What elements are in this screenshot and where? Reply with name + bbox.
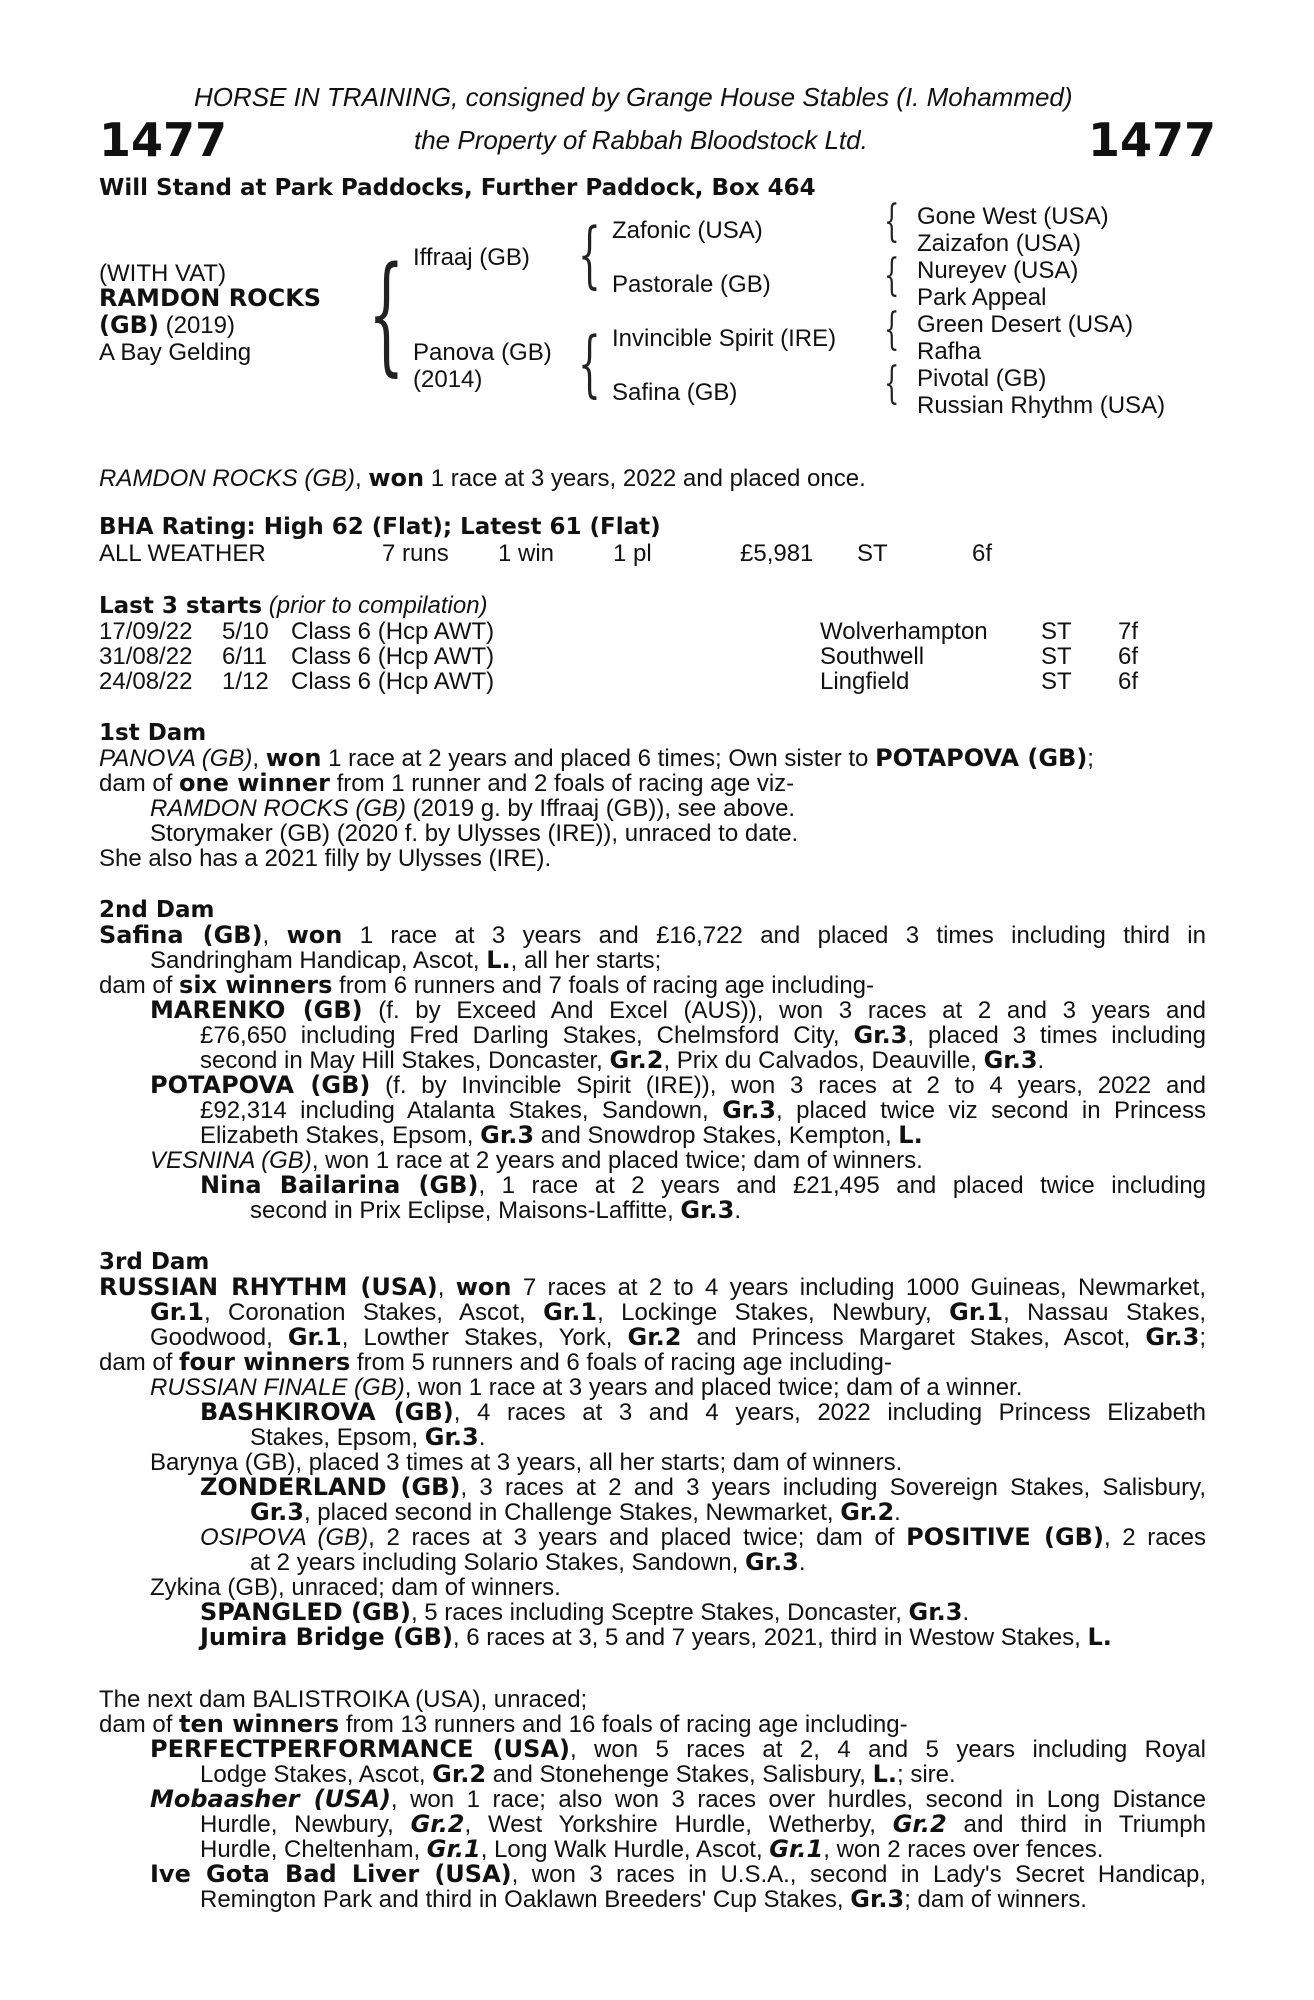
start-date: 31/08/22 (99, 643, 193, 670)
grade: Gr.2 (410, 1810, 465, 1838)
produce-name: POSITIVE (GB) (906, 1523, 1104, 1551)
grade: Gr.2 (432, 1760, 487, 1788)
produce-name: MARENKO (GB) (150, 996, 363, 1024)
won-label: won (265, 744, 322, 772)
text: , all her starts; (510, 947, 662, 974)
second-dam-line (200, 1173, 1206, 1199)
third-dam-line (200, 1525, 1206, 1551)
second-dam-line (200, 1098, 1206, 1124)
text: 7 races at 2 to 4 years including 1000 Guineas, Newmarket, (511, 1274, 1206, 1301)
grade: Gr.2 (840, 1498, 895, 1526)
text: ; dam of winners. (904, 1886, 1087, 1913)
text: at 2 years including Solario Stakes, Sandown, (250, 1549, 745, 1576)
text: . (798, 1549, 806, 1576)
next-dam-line (200, 1762, 956, 1788)
gs-brace-4: { (884, 358, 900, 409)
vat-note: (WITH VAT) (99, 260, 227, 287)
produce-name: Jumira Bridge (GB) (200, 1623, 453, 1651)
text: and third in Triumph (946, 1811, 1206, 1838)
start-course: Wolverhampton (820, 618, 988, 645)
sire-dam-brace: { (368, 240, 405, 389)
grade: Gr.1 (949, 1298, 1004, 1326)
last-starts-note: (prior to compilation) (268, 592, 488, 619)
text: , Prix du Calvados, Deauville, (663, 1047, 984, 1074)
grade: Gr.3 (1145, 1323, 1200, 1351)
third-dam-line (150, 1375, 1022, 1401)
pedigree-sire: Iffraaj (GB) (413, 244, 530, 271)
text: from 1 runner and 2 foals of racing age viz- (329, 770, 795, 797)
text: £76,650 including Fred Darling Stakes, Chelmsford City, (200, 1022, 854, 1049)
produce-name: ZONDERLAND (GB) (200, 1473, 461, 1501)
winners-count: ten winners (179, 1710, 340, 1738)
text: ; sire. (897, 1761, 956, 1788)
text: dam of (99, 972, 180, 999)
horse-description: A Bay Gelding (99, 339, 252, 366)
produce-name: POTAPOVA (GB) (150, 1071, 371, 1099)
third-dam-line (200, 1600, 969, 1626)
text: , placed second in Challenge Stakes, Newmarket, (303, 1499, 841, 1526)
third-dam-line (99, 1275, 1206, 1301)
next-dam-line (200, 1812, 1206, 1838)
text: , 1 race at 2 years and £21,495 and placed twice including (478, 1172, 1207, 1199)
lot-number-left: 1477 (99, 113, 228, 167)
pedigree-dam-sire: Invincible Spirit (IRE) (612, 325, 837, 352)
second-dam-line (200, 1048, 1044, 1074)
text: £92,314 including Atalanta Stakes, Sandown, (200, 1097, 723, 1124)
rating-surface: ALL WEATHER (99, 540, 266, 567)
grade: L. (486, 946, 511, 974)
start-position: 1/12 (222, 668, 269, 695)
text: and Princess Margaret Stakes, Ascot, (681, 1324, 1146, 1351)
pedigree-gen3-2: Zaizafon (USA) (917, 230, 1082, 257)
start-distance: 7f (1118, 618, 1139, 645)
start-position: 5/10 (222, 618, 269, 645)
first-dam-line: She also has a 2021 filly by Ulysses (IRE). (99, 845, 552, 872)
horse-name: RAMDON ROCKS (99, 284, 322, 312)
won-label: won (455, 1273, 512, 1301)
second-dam-line (99, 973, 874, 999)
pedigree-gen3-4: Park Appeal (917, 284, 1047, 311)
text: , placed 3 times including (907, 1022, 1207, 1049)
pedigree-sire-dam: Pastorale (GB) (612, 271, 771, 298)
third-dam-line (250, 1500, 901, 1526)
text: and Stonehenge Stakes, Salisbury, (486, 1761, 873, 1788)
rating-placed: 1 pl (613, 540, 652, 567)
text: dam of (99, 1349, 180, 1376)
horse-origin (99, 313, 235, 339)
pedigree-gen3-1: Gone West (USA) (917, 203, 1109, 230)
pedigree-gen3-5: Green Desert (USA) (917, 311, 1134, 338)
rating-wins: 1 win (498, 540, 555, 567)
text: Hurdle, Cheltenham, (200, 1836, 427, 1863)
gs-brace-3: { (884, 304, 900, 355)
start-going: ST (1041, 643, 1072, 670)
text: Lodge Stakes, Ascot, (200, 1761, 433, 1788)
grade: Gr.3 (680, 1196, 735, 1224)
grade: Gr.3 (480, 1121, 535, 1149)
pedigree-gen3-8: Russian Rhythm (USA) (917, 392, 1166, 419)
third-dam-line (99, 1350, 892, 1376)
third-dam-line (200, 1625, 1112, 1651)
next-dam-line (150, 1787, 1206, 1813)
start-going: ST (1041, 668, 1072, 695)
produce-name: Mobaasher (USA) (150, 1785, 391, 1813)
next-dam-line: The next dam BALISTROIKA (USA), unraced; (99, 1686, 588, 1713)
grade: Gr.1 (769, 1835, 824, 1863)
text: , (252, 745, 266, 772)
second-dam-line (99, 923, 1206, 949)
grade: Gr.3 (424, 1423, 479, 1451)
next-dam-line (150, 1862, 1206, 1888)
second-dam-line (150, 1148, 923, 1174)
text: (f. by Invincible Spirit (IRE)), won 3 races at 2 to 4 years, 2022 and (370, 1072, 1206, 1099)
third-dam-line (150, 1300, 1206, 1326)
pedigree-gen3-7: Pivotal (GB) (917, 365, 1047, 392)
text: Elizabeth Stakes, Epsom, (200, 1122, 481, 1149)
dam-name: RUSSIAN RHYTHM (USA) (99, 1273, 438, 1301)
text: , won 2 races over fences. (823, 1836, 1104, 1863)
start-race: Class 6 (Hcp AWT) (291, 668, 495, 695)
produce-name: RUSSIAN FINALE (GB) (150, 1374, 405, 1401)
sire-brace: { (578, 212, 601, 296)
start-position: 6/11 (222, 643, 267, 670)
start-date: 24/08/22 (99, 668, 193, 695)
summary-won: won (368, 464, 425, 492)
second-dam-title: 2nd Dam (99, 897, 215, 923)
horse-name-block (99, 286, 321, 312)
third-dam-line: Zykina (GB), unraced; dam of winners. (150, 1574, 561, 1601)
produce-name: RAMDON ROCKS (GB) (150, 795, 407, 822)
produce-name: SPANGLED (GB) (200, 1598, 411, 1626)
summary-text: 1 race at 3 years, 2022 and placed once. (424, 465, 866, 492)
text: , 4 races at 3 and 4 years, 2022 including Princess Elizabeth (453, 1399, 1207, 1426)
grade: L. (872, 1760, 897, 1788)
grade: Gr.3 (853, 1021, 908, 1049)
pedigree-dam-dam: Safina (GB) (612, 379, 738, 406)
text: . (478, 1424, 486, 1451)
first-dam-line: Storymaker (GB) (2020 f. by Ulysses (IRE)), unraced to date. (150, 820, 799, 847)
dam-brace: { (578, 321, 601, 405)
grade: Gr.3 (983, 1046, 1038, 1074)
produce-name: Nina Bailarina (GB) (200, 1171, 479, 1199)
grade: Gr.3 (908, 1598, 963, 1626)
start-course: Lingfield (820, 668, 910, 695)
text: from 5 runners and 6 foals of racing age including- (350, 1349, 892, 1376)
produce-name: Ive Gota Bad Liver (USA) (150, 1860, 512, 1888)
text: from 6 runners and 7 foals of racing age including- (332, 972, 875, 999)
pedigree-gen3-3: Nureyev (USA) (917, 257, 1079, 284)
text: . (894, 1499, 901, 1526)
text: and Snowdrop Stakes, Kempton, (534, 1122, 899, 1149)
text: , 3 races at 2 and 3 years including Sovereign Stakes, Salisbury, (460, 1474, 1206, 1501)
grade: Gr.3 (744, 1548, 799, 1576)
last-starts-heading (99, 593, 488, 620)
gs-brace-1: { (884, 196, 900, 247)
text: . (962, 1599, 970, 1626)
text: , Lowther Stakes, York, (341, 1324, 628, 1351)
produce-name: PERFECTPERFORMANCE (USA) (150, 1735, 570, 1763)
next-dam-line (200, 1837, 1103, 1863)
second-dam-line (150, 1073, 1206, 1099)
text: (f. by Exceed And Excel (AUS)), won 3 races at 2 and 3 years and (362, 997, 1207, 1024)
next-dam-line (99, 1712, 908, 1738)
grade: Gr.2 (892, 1810, 947, 1838)
text: , won 1 race at 3 years and placed twice; dam of a winner. (404, 1374, 1023, 1401)
grade: Gr.2 (609, 1046, 664, 1074)
property-line: the Property of Rabbah Bloodstock Ltd. (414, 125, 868, 155)
text: Sandringham Handicap, Ascot, (150, 947, 487, 974)
third-dam-line (200, 1475, 1206, 1501)
third-dam-line: Barynya (GB), placed 3 times at 3 years, all her starts; dam of winners. (150, 1449, 903, 1476)
gs-brace-2: { (884, 250, 900, 301)
consignor-line: HORSE IN TRAINING, consigned by Grange House Stables (I. Mohammed) (194, 82, 1073, 112)
rating-title: BHA Rating: High 62 (Flat); Latest 61 (Flat) (99, 514, 661, 540)
text: , won 1 race at 2 years and placed twice; dam of winners. (311, 1147, 923, 1174)
produce-name: BASHKIROVA (GB) (200, 1398, 454, 1426)
grade: Gr.3 (722, 1096, 777, 1124)
first-dam-line (99, 771, 794, 797)
grade: Gr.1 (150, 1298, 204, 1326)
third-dam-line (250, 1550, 806, 1576)
summary-horse: RAMDON ROCKS (GB) (99, 465, 356, 492)
start-distance: 6f (1118, 668, 1139, 695)
dam-name: Safina (GB) (99, 921, 263, 949)
pedigree-dam: Panova (GB) (413, 339, 552, 366)
grade: Gr.1 (426, 1835, 481, 1863)
text: , Nassau Stakes, (1003, 1299, 1206, 1326)
grade: L. (898, 1121, 923, 1149)
last-starts-title: Last 3 starts (99, 593, 263, 619)
dam-name: PANOVA (GB) (99, 745, 253, 772)
text: 1 race at 3 years and £16,722 and placed 3 times including third in (342, 922, 1206, 949)
won-label: won (286, 921, 343, 949)
rating-going: ST (857, 540, 888, 567)
race-summary: RAMDON ROCKS (GB), won 1 race at 3 years, 2022 and placed once. (99, 464, 866, 492)
text: ; (1199, 1324, 1206, 1351)
grade: Gr.3 (250, 1498, 304, 1526)
stand-location: Will Stand at Park Paddocks, Further Paddock, Box 464 (99, 175, 816, 201)
text: , 6 races at 3, 5 and 7 years, 2021, third in Westow Stakes, (452, 1624, 1088, 1651)
winners-count: four winners (179, 1348, 351, 1376)
text: , won 3 races in U.S.A., second in Lady's Secret Handicap, (511, 1861, 1206, 1888)
text: , Lockinge Stakes, Newbury, (597, 1299, 950, 1326)
lot-number-right: 1477 (1088, 113, 1217, 167)
text: , 2 races at 3 years and placed twice; dam of (368, 1524, 907, 1551)
start-going: ST (1041, 618, 1072, 645)
text: dam of (99, 770, 180, 797)
text: dam of (99, 1711, 180, 1738)
text: Remington Park and third in Oaklawn Breeders' Cup Stakes, (200, 1886, 851, 1913)
text: (2019 g. by Iffraaj (GB)), see above. (406, 795, 796, 822)
text: , (437, 1274, 456, 1301)
grade: Gr.2 (627, 1323, 682, 1351)
text: , 5 races including Sceptre Stakes, Doncaster, (410, 1599, 909, 1626)
third-dam-title: 3rd Dam (99, 1249, 210, 1275)
text: , Long Walk Hurdle, Ascot, (480, 1836, 770, 1863)
horse-year: (2019) (165, 312, 235, 339)
text: , (262, 922, 287, 949)
second-dam-line (200, 1023, 1206, 1049)
start-race: Class 6 (Hcp AWT) (291, 643, 495, 670)
text: from 13 runners and 16 foals of racing age including- (339, 1711, 908, 1738)
text: 1 race at 2 years and placed 6 times; Own sister to (321, 745, 876, 772)
first-dam-title: 1st Dam (99, 720, 207, 746)
text: Hurdle, Newbury, (200, 1811, 411, 1838)
text: , won 1 race; also won 3 races over hurdles, second in Long Distance (390, 1786, 1206, 1813)
start-distance: 6f (1118, 643, 1139, 670)
text: Goodwood, (150, 1324, 288, 1351)
horse-country: (GB) (99, 311, 159, 339)
pedigree-dam-year: (2014) (413, 366, 483, 393)
start-date: 17/09/22 (99, 618, 193, 645)
next-dam-line (150, 1737, 1206, 1763)
third-dam-line (150, 1325, 1206, 1351)
third-dam-line (250, 1425, 485, 1451)
first-dam-line (150, 796, 795, 822)
text: ; (1087, 745, 1094, 772)
produce-name: VESNINA (GB) (150, 1147, 312, 1174)
grade: Gr.1 (543, 1298, 598, 1326)
text: , placed twice viz second in Princess (776, 1097, 1206, 1124)
pedigree-sire-sire: Zafonic (USA) (612, 217, 763, 244)
text: . (1037, 1047, 1045, 1074)
rating-runs: 7 runs (382, 540, 449, 567)
third-dam-line (200, 1400, 1206, 1426)
start-race: Class 6 (Hcp AWT) (291, 618, 495, 645)
second-dam-line (150, 948, 661, 974)
text: , won 5 races at 2, 4 and 5 years including Royal (569, 1736, 1206, 1763)
grade: L. (1087, 1623, 1112, 1651)
produce-name: OSIPOVA (GB) (200, 1524, 369, 1551)
winners-count: six winners (179, 971, 333, 999)
next-dam-line (200, 1887, 1087, 1913)
second-dam-line (150, 998, 1206, 1024)
second-dam-line (200, 1123, 923, 1149)
text: second in Prix Eclipse, Maisons-Laffitte, (250, 1197, 681, 1224)
rating-earnings: £5,981 (740, 540, 814, 567)
text: Stakes, Epsom, (250, 1424, 425, 1451)
pedigree-gen3-6: Rafha (917, 338, 982, 365)
second-dam-line (250, 1198, 741, 1224)
sibling-name: POTAPOVA (GB) (875, 744, 1088, 772)
text: , Coronation Stakes, Ascot, (203, 1299, 544, 1326)
winners-count: one winner (179, 769, 330, 797)
start-course: Southwell (820, 643, 925, 670)
first-dam-line (99, 746, 1094, 772)
text: , West Yorkshire Hurdle, Wetherby, (464, 1811, 893, 1838)
text: second in May Hill Stakes, Doncaster, (200, 1047, 610, 1074)
rating-distance: 6f (972, 540, 993, 567)
grade: Gr.1 (287, 1323, 342, 1351)
text: . (734, 1197, 742, 1224)
text: , 2 races (1103, 1524, 1206, 1551)
grade: Gr.3 (850, 1885, 905, 1913)
